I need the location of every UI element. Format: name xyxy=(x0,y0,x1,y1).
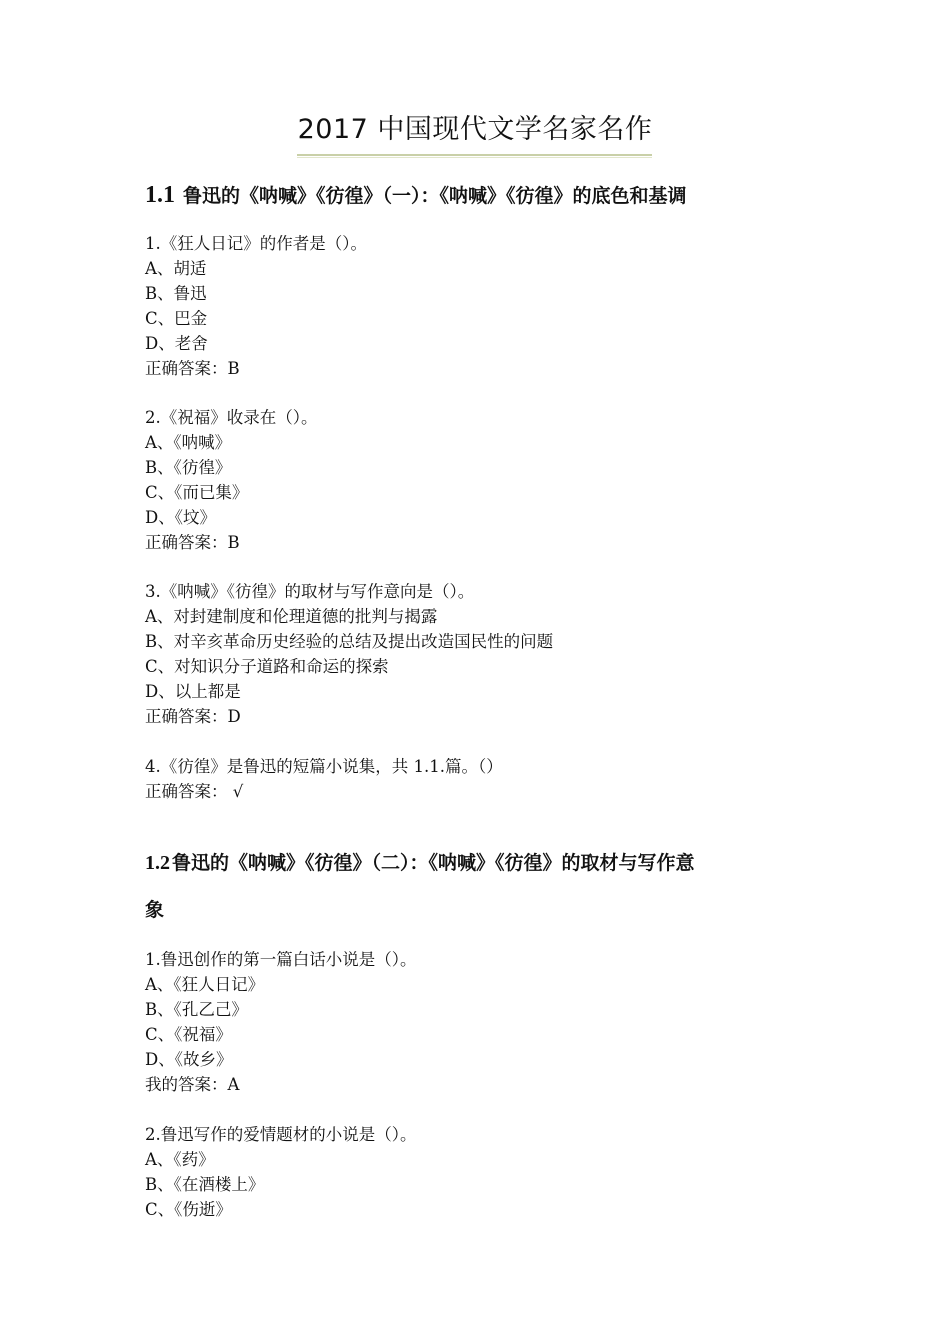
option: C、《而已集》 xyxy=(145,483,249,502)
option: B、对辛亥革命历史经验的总结及提出改造国民性的问题 xyxy=(145,632,554,651)
option: D、老舍 xyxy=(145,334,208,353)
option: D、《故乡》 xyxy=(145,1050,233,1069)
section-number: 1.2 xyxy=(145,852,170,874)
option: C、《祝福》 xyxy=(145,1025,232,1044)
option: A、胡适 xyxy=(145,259,207,278)
question-block xyxy=(145,579,825,729)
option: D、《坟》 xyxy=(145,508,216,527)
option: D、以上都是 xyxy=(145,682,241,701)
question-stem: 3.《呐喊》《彷徨》的取材与写作意向是（）。 xyxy=(145,582,475,601)
answer: 正确答案：D xyxy=(145,707,241,726)
question-block xyxy=(145,231,825,381)
option: A、《狂人日记》 xyxy=(145,975,265,994)
question-block xyxy=(145,405,825,555)
title-underline-secondary xyxy=(297,157,652,158)
section-heading-1-1 xyxy=(145,181,687,210)
answer: 正确答案：B xyxy=(145,533,240,552)
question-block xyxy=(145,1122,825,1222)
option: B、鲁迅 xyxy=(145,284,207,303)
question-stem: 1.鲁迅创作的第一篇白话小说是（）。 xyxy=(145,950,417,969)
option: B、《彷徨》 xyxy=(145,458,232,477)
question-block xyxy=(145,754,825,804)
option: C、《伤逝》 xyxy=(145,1200,232,1219)
section-title: 鲁迅的《呐喊》《彷徨》（二）：《呐喊》《彷徨》的取材与写作意 xyxy=(172,852,695,874)
option: A、《呐喊》 xyxy=(145,433,232,452)
question-stem: 1.《狂人日记》的作者是（）。 xyxy=(145,234,367,253)
question-stem: 2.《祝福》收录在（）。 xyxy=(145,408,318,427)
question-stem: 4.《彷徨》是鲁迅的短篇小说集，共 1.1.篇。（） xyxy=(145,757,503,776)
option: A、对封建制度和伦理道德的批判与揭露 xyxy=(145,607,438,626)
option: C、对知识分子道路和命运的探索 xyxy=(145,657,389,676)
section-heading-1-2-continued xyxy=(145,896,164,924)
answer: 我的答案：A xyxy=(145,1075,240,1094)
document-title: 2017 中国现代文学名家名作 xyxy=(297,114,653,145)
section-heading-1-2 xyxy=(145,849,695,877)
option: C、巴金 xyxy=(145,309,208,328)
question-stem: 2.鲁迅写作的爱情题材的小说是（）。 xyxy=(145,1125,417,1144)
answer: 正确答案： √ xyxy=(145,782,244,801)
option: A、《药》 xyxy=(145,1150,215,1169)
section-title: 鲁迅的《呐喊》《彷徨》（一）：《呐喊》《彷徨》的底色和基调 xyxy=(183,185,687,207)
answer: 正确答案：B xyxy=(145,359,240,378)
question-block xyxy=(145,947,825,1097)
title-underline xyxy=(297,154,652,156)
option: B、《在酒楼上》 xyxy=(145,1175,265,1194)
section-number: 1.1 xyxy=(145,182,175,208)
option: B、《孔乙己》 xyxy=(145,1000,248,1019)
section-title-continued: 象 xyxy=(145,899,165,921)
